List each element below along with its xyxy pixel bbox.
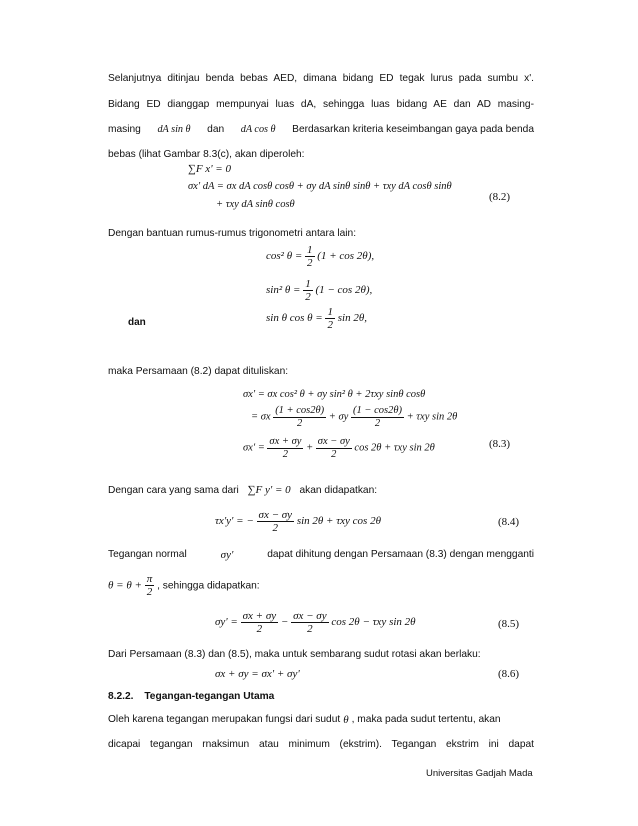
para3: maka Persamaan (8.2) dapat dituliskan: [108, 366, 289, 377]
trig2-rhs: (1 − cos 2θ), [315, 284, 373, 297]
eq83-l3-frac1-den: 2 [282, 448, 289, 460]
eq84-frac-num: σx − σy [258, 509, 293, 521]
section-heading [108, 691, 274, 702]
para4 [108, 484, 377, 496]
para1-line3-math1: dA sin θ [157, 124, 191, 135]
eq83-line3: σx' = $\frac{\sigma x + \sigma y}{2}$ + $\frac{\sigma x - \sigma y}{2}$ cos 2θ + τxy sin 2θ [243, 436, 435, 460]
para1-line3-c: Berdasarkan kriteria keseimbangan gaya pada benda [292, 124, 534, 135]
trig2-lhs: sin² θ = [266, 284, 301, 297]
para1-line3-a: masing [108, 124, 141, 135]
trig1-rhs: (1 + cos 2θ), [317, 250, 375, 263]
para4-b: akan didapatkan: [299, 485, 378, 496]
eq85-frac1-den: 2 [256, 623, 263, 636]
eq83-l3-frac2-num: σx − σy [317, 436, 350, 447]
eq84-number: (8.4) [498, 516, 520, 528]
para1-line3-math2: dA cos θ [240, 124, 276, 135]
footer-university: Universitas Gadjah Mada [426, 768, 533, 779]
para7-line1-theta: θ [343, 714, 349, 726]
eq82-line2: σx' dA = σx dA cosθ cosθ + σy dA sinθ sinθ + τxy dA cosθ sinθ [188, 181, 452, 192]
eq82-number: (8.2) [489, 191, 511, 203]
para1-line2: Bidang ED dianggap mempunyai luas dA, sehingga luas bidang AE dan AD masing- [108, 99, 534, 110]
para1-line1: Selanjutnya ditinjau benda bebas AED, dimana bidang ED tegak lurus pada sumbu x'. [108, 73, 534, 84]
eq83-l3-post: cos 2θ + τxy sin 2θ [354, 442, 435, 454]
eq85-pre: σy' = [215, 616, 238, 629]
para5-pi-den: 2 [146, 586, 153, 599]
eq83-line2 [251, 405, 457, 429]
eq85-frac1-num: σx + σy [242, 610, 277, 622]
eq82-line3: + τxy dA sinθ cosθ [216, 199, 295, 210]
eq84 [215, 509, 381, 534]
para5-line2 [108, 573, 260, 598]
para5-c-post: , sehingga didapatkan: [157, 580, 260, 592]
trig-identity-3 [266, 306, 367, 331]
trig-identity-2 [266, 278, 372, 303]
eq83-l3-frac2 [316, 436, 352, 460]
trig3-half [325, 306, 335, 331]
section-number: 8.2.2. [108, 691, 134, 702]
eq85-frac2-num: σx − σy [293, 610, 327, 622]
trig1-half-num: 1 [307, 244, 313, 256]
para2: Dengan bantuan rumus-rumus trigonometri antara lain: [108, 228, 357, 239]
eq83-l2-frac1-num: (1 + cos2θ) [275, 405, 325, 416]
para7-line1 [108, 714, 534, 726]
eq83-l3-frac2-den: 2 [331, 448, 337, 460]
trig1-lhs: cos² θ = [266, 250, 303, 263]
eq85-number: (8.5) [498, 618, 520, 630]
eq83-l3-pre: σx' = [243, 442, 265, 454]
eq85-frac2-den: 2 [307, 623, 313, 636]
eq82-line1: ∑F x' = 0 [188, 163, 231, 175]
eq86-number: (8.6) [498, 668, 520, 680]
eq83-number: (8.3) [489, 438, 511, 450]
eq84-frac [257, 509, 295, 534]
trig2-half-num: 1 [305, 278, 311, 290]
para7-line1-b: , maka pada sudut tertentu, akan [351, 714, 501, 725]
para1-line3 [108, 124, 534, 135]
para6: Dari Persamaan (8.3) dan (8.5), maka untuk sembarang sudut rotasi akan berlaku: [108, 649, 481, 660]
para5-pi-frac [145, 573, 155, 598]
para1-line4: bebas (lihat Gambar 8.3(c), akan diperoleh: [108, 149, 305, 160]
eq83-l3-frac1 [267, 436, 303, 460]
eq85-frac1 [241, 610, 279, 635]
trig1-half [305, 244, 315, 269]
para5-pi-num: π [146, 573, 153, 585]
eq85-frac2 [291, 610, 329, 635]
eq83-l2-pre: = σx [251, 411, 271, 423]
eq83-line1: σx' = σx cos² θ + σy sin² θ + 2τxy sinθ cosθ [243, 389, 426, 400]
trig3-half-num: 1 [327, 306, 333, 318]
eq86: σx + σy = σx' + σy' [215, 668, 300, 680]
trig3-lhs: sin θ cos θ = [266, 312, 323, 325]
eq83-l2-frac2-num: (1 − cos2θ) [352, 405, 402, 416]
trig3-rhs: sin 2θ, [337, 312, 367, 325]
para4-math: ∑F y' = 0 [247, 484, 291, 496]
para1-line3-b: dan [207, 124, 225, 135]
trig-dan-label: dan [128, 317, 146, 328]
eq83-l2-frac1-den: 2 [297, 417, 303, 429]
trig1-half-den: 2 [307, 257, 313, 270]
eq83-l2-post: + τxy sin 2θ [406, 411, 458, 423]
section-title: Tegangan-tegangan Utama [144, 691, 275, 702]
eq83-l3-frac1-num: σx + σy [269, 436, 302, 447]
eq83-l2-frac1 [273, 405, 326, 429]
eq85-post: cos 2θ − τxy sin 2θ [331, 616, 416, 629]
para5-math: σy' [220, 549, 234, 561]
para7-line1-a: Oleh karena tegangan merupakan fungsi dari sudut [108, 714, 341, 725]
para4-a: Dengan cara yang sama dari [108, 485, 239, 496]
eq84-post: sin 2θ + τxy cos 2θ [296, 515, 381, 528]
trig3-half-den: 2 [327, 319, 333, 332]
para5-c-pre: θ = θ + [108, 579, 142, 592]
eq84-frac-den: 2 [272, 522, 279, 535]
eq84-pre: τx'y' = − [215, 515, 254, 528]
trig-identity-1 [266, 244, 374, 269]
para7-line2: dicapai tegangan rnaksimun atau minimum (ekstrim). Tegangan ekstrim ini dapat [108, 739, 534, 750]
trig2-half-den: 2 [305, 291, 311, 304]
para5-a: Tegangan normal [108, 549, 187, 560]
para5-b: dapat dihitung dengan Persamaan (8.3) dengan mengganti [267, 549, 534, 560]
trig2-half [303, 278, 313, 303]
eq85 [215, 610, 416, 635]
eq83-l2-frac2-den: 2 [374, 417, 381, 429]
eq83-l2-mid: + σy [328, 411, 349, 423]
eq83-l2-frac2 [351, 405, 404, 429]
para5-line1 [108, 549, 534, 561]
eq85-minus: − [280, 616, 289, 629]
